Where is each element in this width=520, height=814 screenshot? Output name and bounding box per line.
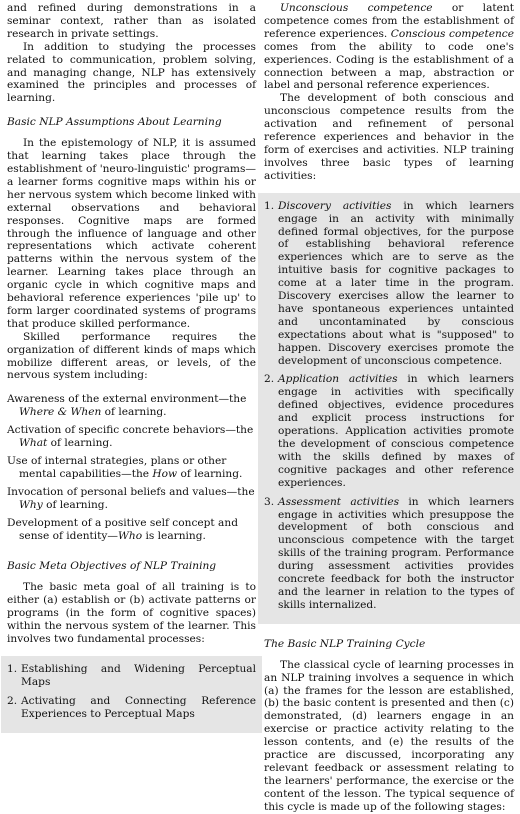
activity-item-application: 2. Application activities in which learners engage in activities with specifically defined objectives, evidence procedures and explicit process instructions for operations. Application activities promote the development of conscious competence with the skills defined by maxes of cognitive packages and other reference experiences.	[264, 373, 514, 489]
level-item-beliefs: Invocation of personal beliefs and values—the Why of learning.	[7, 485, 255, 511]
level-item-identity: Development of a positive self concept and sense of identity—Who is learning.	[7, 516, 238, 542]
activities-intro-paragraph: The development of both conscious and unconscious competence results from the activation and refinement of personal reference experiences and behavior in the form of exercises and activities. NLP training involves three basic types of learning activities:	[264, 92, 514, 182]
activities-list	[264, 200, 514, 612]
learning-intro-paragraph: In addition to studying the processes related to communication, problem solving, and managing change, NLP has extensively examined the principles and processes of learning.	[7, 40, 256, 105]
level-item-capabilities: Use of internal strategies, plans or other mental capabilities—the How of learning.	[7, 455, 243, 480]
section-heading-training-cycle: The Basic NLP Training Cycle	[264, 637, 426, 650]
intro-paragraph-end: and refined during demonstrations in a seminar context, rather than as isolated research in private settings.	[7, 2, 256, 40]
level-item-environment: Awareness of the external environment—the Where & When of learning.	[7, 393, 247, 419]
activity-item-assessment: 3. Assessment activities in which learners engage in activities which presuppose the development of both conscious and unconscious competence with the target skills of the training program. Performance during assessment activities provides concrete feedback for both the instructor and the learner in relation to the types of skills internalized.	[264, 495, 515, 611]
section-heading-assumptions: Basic NLP Assumptions About Learning	[7, 116, 222, 129]
objective-item: 1. Establishing and Widening Perceptual Maps	[7, 662, 256, 688]
objectives-list	[7, 663, 256, 721]
activity-item-discovery: 1. Discovery activities in which learners engage in an activity with minimally defined formal objectives, for the purpose of establishing behavioral reference experiences which are to serve as the intuitive basis for cognitive packages to come at a later time in the program. Discovery exercises allow the learner to have spontaneous experiences untainted and uncontaminated by conscious expectations about what is "supposed" to happen. Discovery exercises promote the development of unconscious competence.	[264, 199, 515, 367]
skilled-performance-paragraph: Skilled performance requires the organization of different kinds of maps which mobilize different areas, or levels, of the nervous system including:	[7, 330, 256, 382]
right-column	[264, 2, 514, 814]
left-column	[7, 2, 256, 733]
competence-paragraph: Unconscious competence or latent competence comes from the establishment of reference experiences. Conscious competence comes from the ability to code one's experiences. Coding is the establishment of a connection between a map, abstraction or label and personal reference experiences.	[264, 2, 514, 92]
epistemology-paragraph: In the epistemology of NLP, it is assumed that learning takes place through the establishment of 'neuro-linguistic' programs—a learner forms cognitive maps within his or her nervous system which become linked with external observations and behavioral responses. Cognitive maps are formed through the influence of language and other representations which activate coherent patterns within the nervous system of the learner. Learning takes place through an organic cycle in which cognitive maps and behavioral reference experiences 'pile up' to form larger coordinated systems of programs that produce skilled performance.	[7, 137, 256, 330]
meta-goal-paragraph: The basic meta goal of all training is to either (a) establish or (b) activate patterns or programs (in the form of cognitive spaces) within the nervous system of the learner. This involves two fundamental processes:	[7, 581, 256, 645]
section-heading-meta-objectives: Basic Meta Objectives of NLP Training	[7, 560, 217, 573]
activities-box	[258, 193, 520, 624]
training-cycle-paragraph: The classical cycle of learning processes in an NLP training involves a sequence in which (a) the frames for the lesson are established, (b) the basic content is presented and then (c) demonstrated, (d) learners engage in an exercise or practice activity relating to the lesson contents, and (e) the results of the practice are discussed, incorporating any relevant feedback or assessment relating to the learners' performance, the exercise or the content of the lesson. The typical sequence of this cycle is made up of the following stages:	[264, 658, 514, 813]
levels-list	[7, 393, 256, 542]
objective-item: 2. Activating and Connecting Reference Experiences to Perceptual Maps	[7, 694, 256, 720]
objectives-box	[1, 656, 262, 733]
level-item-behavior: Activation of specific concrete behaviors—the What of learning.	[7, 424, 254, 450]
